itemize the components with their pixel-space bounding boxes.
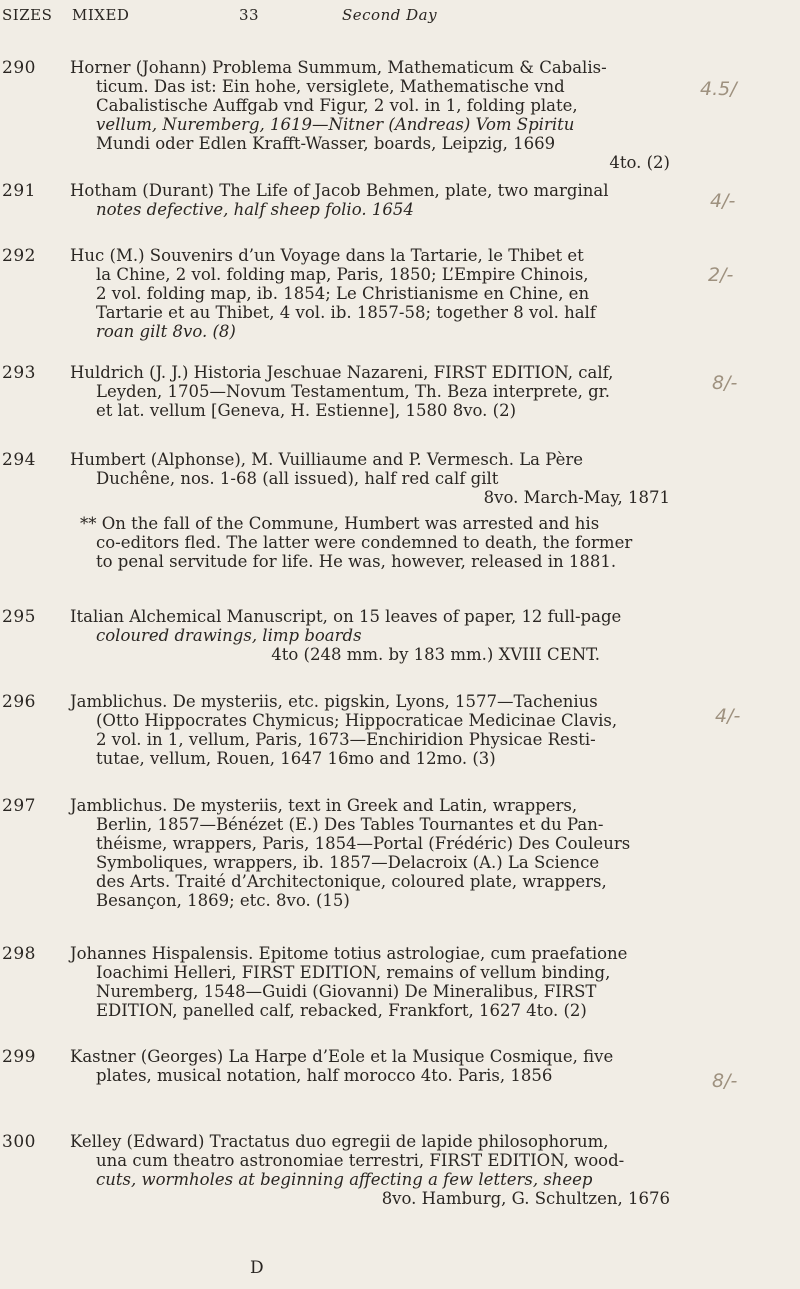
lot-number: 292 [2, 246, 36, 266]
entry-line: EDITION, panelled calf, rebacked, Frankfort, 1627 4to. (2) [96, 1001, 587, 1020]
entry-line: Duchêne, nos. 1-68 (all issued), half red calf gilt [96, 469, 499, 488]
lot-number: 297 [2, 796, 36, 816]
entry-text [70, 58, 670, 172]
lot-number: 296 [2, 692, 36, 712]
entry-line: Horner (Johann) Problema Summum, Mathematicum & Cabalis- [70, 58, 607, 77]
entry-line: notes defective, half sheep folio. 1654 [96, 200, 414, 219]
handwritten-annotation: 4/- [710, 190, 736, 212]
entry-text [70, 246, 670, 341]
note-line: to penal servitude for life. He was, however, released in 1881. [96, 552, 617, 571]
handwritten-annotation: 8/- [712, 372, 738, 394]
entry-line: 4to (248 mm. by 183 mm.) XVIII CENT. [271, 645, 600, 664]
entry-line: Humbert (Alphonse), M. Vuilliaume and P. Vermesch. La Père [70, 450, 584, 469]
entry-line: vellum, Nuremberg, 1619—Nitner (Andreas) Vom Spiritu [96, 115, 575, 134]
entry-text [70, 450, 670, 507]
entry-text [70, 796, 670, 910]
lot-number: 295 [2, 607, 36, 627]
entry-text [70, 363, 670, 420]
mixed-label: MIXED [72, 6, 130, 24]
entry-line: 2 vol. folding map, ib. 1854; Le Christianisme en Chine, en [96, 284, 590, 303]
entry-line: Mundi oder Edlen Krafft-Wasser, boards, Leipzig, 1669 [96, 134, 556, 153]
entry-line: (Otto Hippocrates Chymicus; Hippocraticae Medicinae Clavis, [96, 711, 618, 730]
entry-line: et lat. vellum [Geneva, H. Estienne], 1580 8vo. (2) [96, 401, 517, 420]
entry-line: Jamblichus. De mysteriis, etc. pigskin, Lyons, 1577—Tachenius [70, 692, 598, 711]
lot-number: 300 [2, 1132, 36, 1152]
lot-number: 298 [2, 944, 36, 964]
entry-text [70, 692, 670, 768]
entry-line: Jamblichus. De mysteriis, text in Greek and Latin, wrappers, [70, 796, 578, 815]
entry-note [70, 514, 650, 571]
entry-line: una cum theatro astronomiae terrestri, FIRST EDITION, wood- [96, 1151, 625, 1170]
lot-number: 291 [2, 181, 36, 201]
day-label: Second Day [342, 6, 438, 24]
lot-number: 294 [2, 450, 36, 470]
note-line: ** On the fall of the Commune, Humbert was arrested and his [80, 514, 600, 533]
note-line: co-editors fled. The latter were condemned to death, the former [96, 533, 633, 552]
entry-text [70, 607, 670, 664]
entry-line: 2 vol. in 1, vellum, Paris, 1673—Enchiridion Physicae Resti- [96, 730, 596, 749]
entry-line: Cabalistische Auffgab vnd Figur, 2 vol. in 1, folding plate, [96, 96, 578, 115]
entry-line: 8vo. Hamburg, G. Schultzen, 1676 [381, 1189, 670, 1208]
entry-line: ticum. Das ist: Ein hohe, versiglete, Mathematische vnd [96, 77, 565, 96]
page-header [2, 6, 790, 30]
entry-text [70, 181, 670, 219]
entry-line: 8vo. March-May, 1871 [483, 488, 670, 507]
entry-line: plates, musical notation, half morocco 4to. Paris, 1856 [96, 1066, 553, 1085]
entry-line: 4to. (2) [609, 153, 670, 172]
entry-line: Huldrich (J. J.) Historia Jeschuae Nazareni, FIRST EDITION, calf, [70, 363, 614, 382]
handwritten-annotation: 4/- [715, 705, 741, 727]
entry-line: Ioachimi Helleri, FIRST EDITION, remains of vellum binding, [96, 963, 611, 982]
entry-line: Besançon, 1869; etc. 8vo. (15) [96, 891, 350, 910]
page-number: 33 [239, 6, 260, 24]
entry-line: roan gilt 8vo. (8) [96, 322, 236, 341]
entry-line: théisme, wrappers, Paris, 1854—Portal (Frédéric) Des Couleurs [96, 834, 631, 853]
entry-line: coloured drawings, limp boards [96, 626, 362, 645]
entry-line: des Arts. Traité d’Architectonique, coloured plate, wrappers, [96, 872, 607, 891]
entry-line: tutae, vellum, Rouen, 1647 16mo and 12mo. (3) [96, 749, 496, 768]
entry-line: Hotham (Durant) The Life of Jacob Behmen, plate, two marginal [70, 181, 609, 200]
lot-number: 293 [2, 363, 36, 383]
entry-line: la Chine, 2 vol. folding map, Paris, 1850; L’Empire Chinois, [96, 265, 589, 284]
sizes-label: SIZES [2, 6, 53, 24]
entry-text [70, 944, 670, 1020]
entry-line: Leyden, 1705—Novum Testamentum, Th. Beza interprete, gr. [96, 382, 610, 401]
entry-text [70, 1132, 670, 1208]
signature-mark: D [250, 1258, 264, 1278]
entry-line: Berlin, 1857—Bénézet (E.) Des Tables Tournantes et du Pan- [96, 815, 604, 834]
entry-line: Huc (M.) Souvenirs d’un Voyage dans la Tartarie, le Thibet et [70, 246, 584, 265]
entry-line: Kelley (Edward) Tractatus duo egregii de lapide philosophorum, [70, 1132, 609, 1151]
handwritten-annotation: 8/- [712, 1070, 738, 1092]
handwritten-annotation: 2/- [708, 264, 734, 286]
entry-line: Johannes Hispalensis. Epitome totius astrologiae, cum praefatione [70, 944, 628, 963]
lot-number: 290 [2, 58, 36, 78]
entry-line: Italian Alchemical Manuscript, on 15 leaves of paper, 12 full-page [70, 607, 622, 626]
entry-line: Symboliques, wrappers, ib. 1857—Delacroix (A.) La Science [96, 853, 600, 872]
entry-line: Kastner (Georges) La Harpe d’Eole et la Musique Cosmique, five [70, 1047, 614, 1066]
lot-number: 299 [2, 1047, 36, 1067]
entry-line: cuts, wormholes at beginning affecting a few letters, sheep [96, 1170, 593, 1189]
entry-line: Tartarie et au Thibet, 4 vol. ib. 1857-58; together 8 vol. half [96, 303, 596, 322]
entry-line: Nuremberg, 1548—Guidi (Giovanni) De Mineralibus, FIRST [96, 982, 597, 1001]
handwritten-annotation: 4.5/ [700, 78, 737, 100]
entry-text [70, 1047, 670, 1085]
